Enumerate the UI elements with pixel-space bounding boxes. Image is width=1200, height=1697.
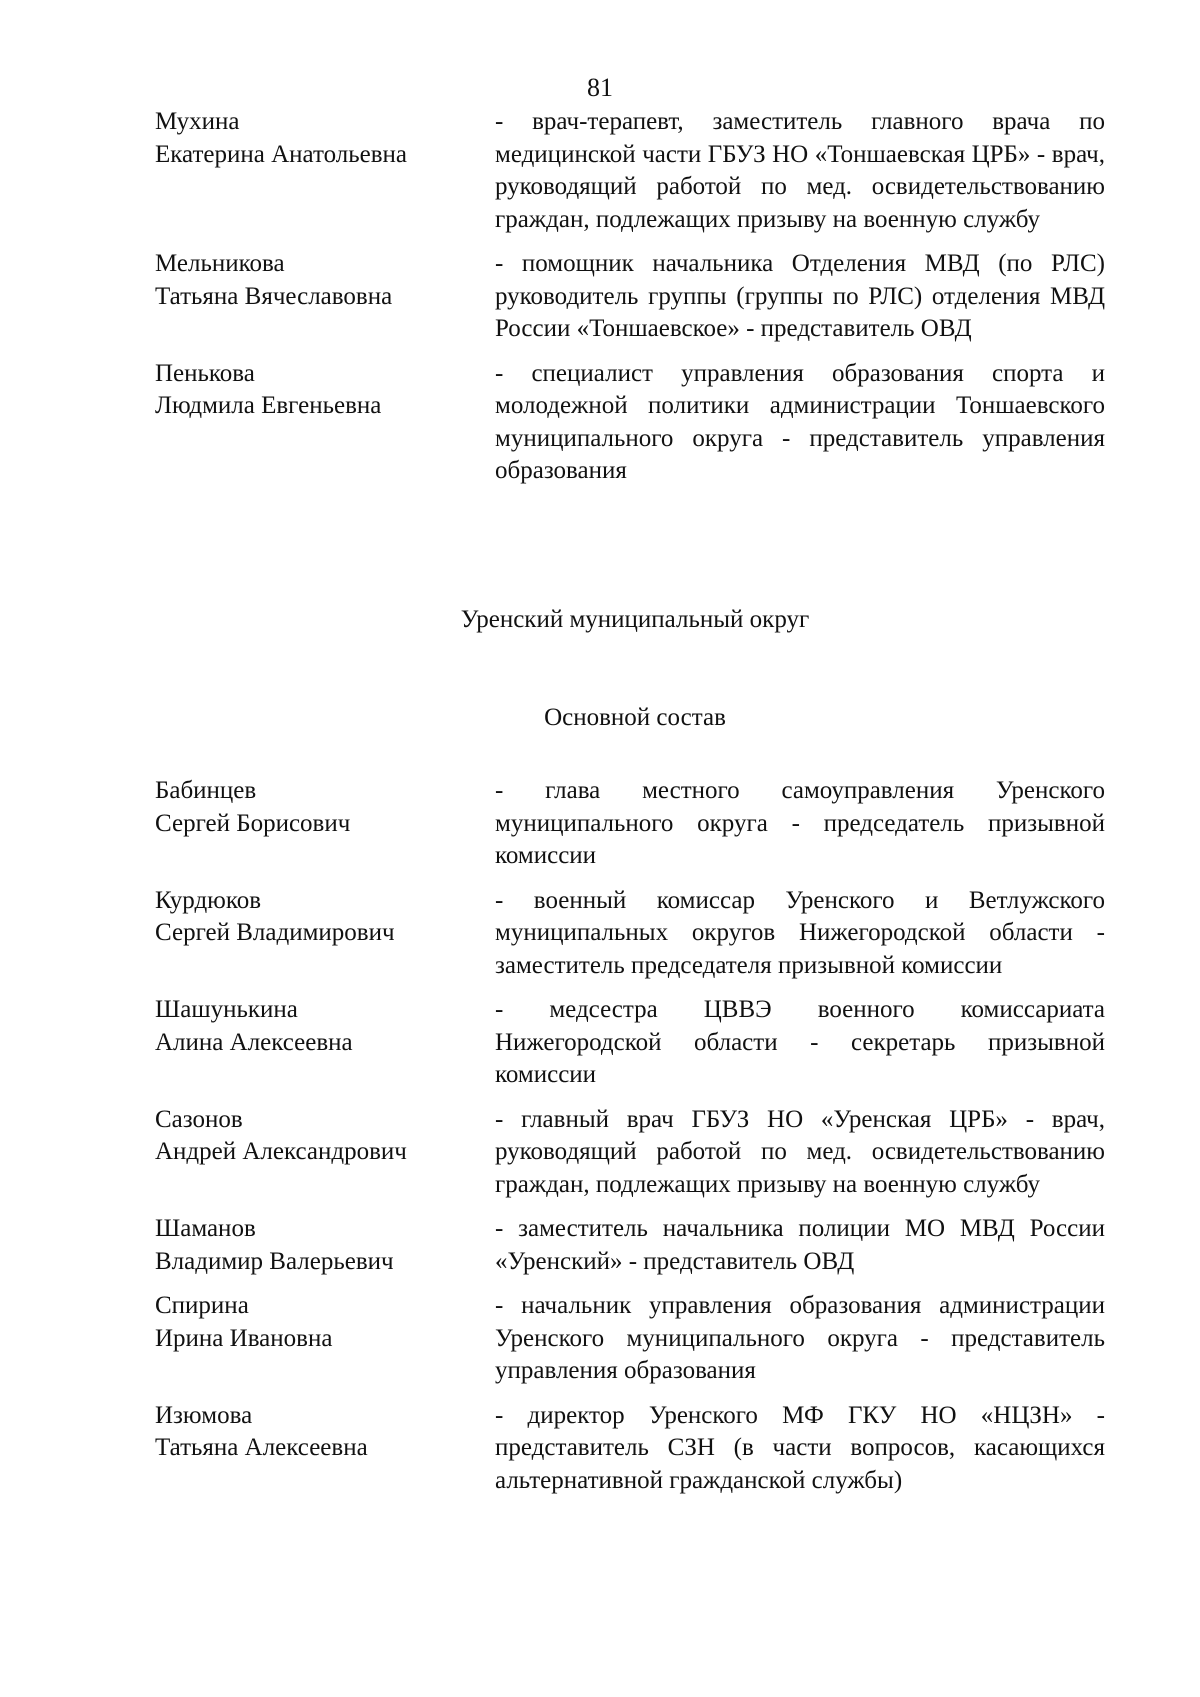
district-heading: Уренский муниципальный округ — [460, 606, 810, 633]
member-role: - военный комиссар Уренского и Ветлужского муниципальных округов Нижегородской области - заместитель председателя призывной комиссии — [495, 886, 1105, 979]
member-entry — [155, 1400, 1105, 1498]
member-given-name: Татьяна Вячеславовна — [155, 282, 393, 310]
member-name — [155, 1213, 495, 1278]
top-commission-list — [155, 106, 1105, 488]
member-surname: Шаманов — [155, 1215, 256, 1242]
member-name — [155, 994, 495, 1092]
member-surname: Курдюков — [155, 886, 262, 914]
member-surname: Сазонов — [155, 1105, 243, 1133]
page-number: 81 — [587, 73, 613, 102]
member-entry — [155, 248, 1105, 346]
member-role: - специалист управления образования спорта и молодежной политики администрации Тоншаевского муниципального округа - представитель управления образования — [495, 359, 1105, 484]
member-name — [155, 106, 495, 236]
member-name — [155, 248, 495, 346]
member-given-name: Сергей Борисович — [155, 809, 351, 837]
member-role: - заместитель начальника полиции МО МВД России «Уренский» - представитель ОВД — [495, 1215, 1105, 1275]
member-name — [155, 358, 495, 488]
member-name — [155, 1104, 495, 1202]
member-entry — [155, 1290, 1105, 1388]
member-name — [155, 1400, 495, 1498]
member-given-name: Владимир Валерьевич — [155, 1247, 394, 1275]
member-entry — [155, 994, 1105, 1092]
member-entry — [155, 885, 1105, 983]
member-surname: Мельникова — [155, 250, 285, 277]
member-given-name: Татьяна Алексеевна — [155, 1434, 368, 1461]
member-given-name: Ирина Ивановна — [155, 1324, 333, 1352]
member-surname: Бабинцев — [155, 777, 257, 804]
member-role: - глава местного самоуправления Уренского муниципального округа - председатель призывной комиссии — [495, 777, 1105, 869]
member-entry — [155, 358, 1105, 488]
member-given-name: Сергей Владимирович — [155, 919, 395, 946]
member-surname: Спирина — [155, 1292, 249, 1319]
member-role: - начальник управления образования администрации Уренского муниципального округа - представитель управления образования — [495, 1292, 1105, 1384]
composition-heading: Основной состав — [544, 704, 726, 731]
member-role: - медсестра ЦВВЭ военного комиссариата Нижегородской области - секретарь призывной комиссии — [495, 996, 1105, 1088]
member-name — [155, 775, 495, 873]
member-given-name: Людмила Евгеньевна — [155, 392, 382, 419]
member-role: - главный врач ГБУЗ НО «Уренская ЦРБ» - врач, руководящий работой по мед. освидетельствованию граждан, подлежащих призыву на военную службу — [495, 1105, 1105, 1198]
member-entry — [155, 775, 1105, 873]
member-given-name: Алина Алексеевна — [155, 1028, 353, 1056]
member-surname: Изюмова — [155, 1401, 253, 1429]
member-name — [155, 885, 495, 983]
member-role: - директор Уренского МФ ГКУ НО «НЦЗН» - представитель СЗН (в части вопросов, касающихся альтернативной гражданской службы) — [495, 1401, 1105, 1494]
member-entry — [155, 1213, 1105, 1278]
member-surname: Пенькова — [155, 359, 255, 387]
member-surname: Мухина — [155, 108, 240, 135]
member-role: - врач-терапевт, заместитель главного врача по медицинской части ГБУЗ НО «Тоншаевская ЦРБ» - врач, руководящий работой по мед. освидетельствованию граждан, подлежащих призыву на военную службу — [495, 108, 1105, 233]
member-name — [155, 1290, 495, 1388]
member-entry — [155, 106, 1105, 236]
member-given-name: Екатерина Анатольевна — [155, 140, 408, 168]
main-commission-list — [155, 775, 1105, 1497]
member-entry — [155, 1104, 1105, 1202]
member-surname: Шашунькина — [155, 996, 298, 1023]
member-given-name: Андрей Александрович — [155, 1138, 407, 1165]
member-role: - помощник начальника Отделения МВД (по РЛС) руководитель группы (группы по РЛС) отделения МВД России «Тоншаевское» - представитель ОВД — [495, 250, 1105, 342]
